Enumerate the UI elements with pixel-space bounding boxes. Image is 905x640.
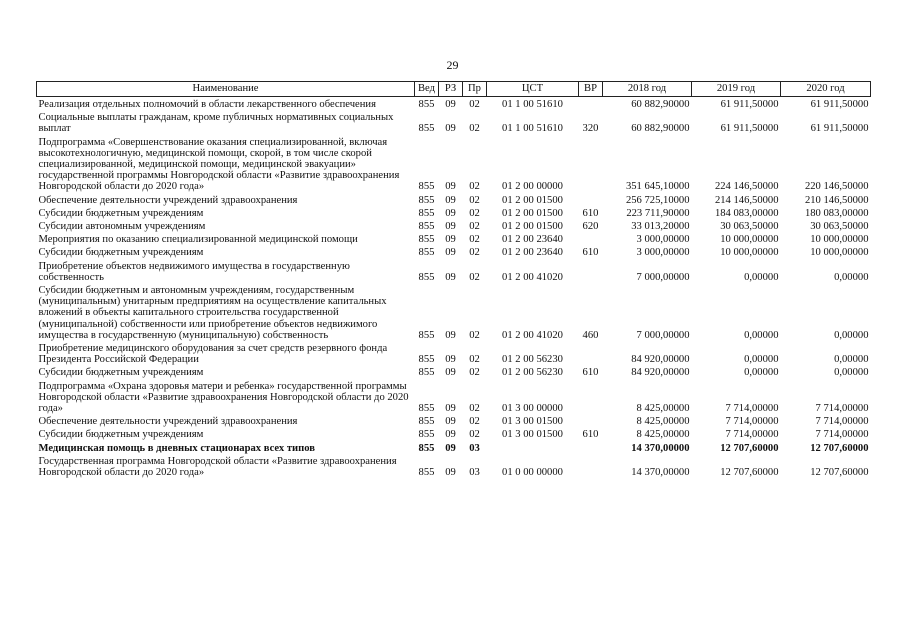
cell-pr: 02 [469, 354, 480, 366]
cell-vr [579, 259, 603, 283]
cell-rz: 09 [445, 329, 456, 341]
cell-rz: 09 [445, 467, 456, 479]
cell-pr: 02 [469, 221, 480, 233]
cell-pr: 02 [469, 271, 480, 283]
cell-cst: 01 3 00 01500 [502, 416, 563, 428]
cell-2019: 7 714,00000 [725, 416, 779, 428]
cell-2019: 214 146,50000 [714, 194, 779, 206]
cell-2018: 8 425,00000 [636, 416, 690, 428]
cell-cst: 01 2 00 56230 [502, 367, 563, 379]
cell-2019: 0,00000 [744, 271, 779, 283]
cell-2018: 3 000,00000 [636, 247, 690, 259]
cell-2020: 0,00000 [834, 271, 869, 283]
cell-pr: 02 [469, 123, 480, 135]
table-row [37, 441, 871, 454]
cell-rz: 09 [445, 354, 456, 366]
cell-2020: 7 714,00000 [815, 416, 869, 428]
cell-2018: 3 000,00000 [636, 234, 690, 246]
cell-vr: 620 [582, 221, 599, 233]
cell-2018: 223 711,90000 [626, 207, 690, 219]
header-2019: 2019 год [692, 82, 781, 97]
cell-2018: 8 425,00000 [636, 403, 690, 415]
cell-2020: 210 146,50000 [804, 194, 869, 206]
cell-2020: 220 146,50000 [804, 181, 869, 193]
header-cst: ЦСТ [487, 82, 579, 97]
cell-2020: 0,00000 [834, 367, 869, 379]
cell-name: Реализация отдельных полномочий в области лекарственного обеспечения [38, 99, 376, 110]
cell-ved: 855 [418, 442, 435, 454]
cell-pr: 03 [469, 467, 480, 479]
cell-pr: 02 [469, 429, 480, 441]
cell-name: Субсидии бюджетным учреждениям [38, 429, 204, 441]
cell-2019: 30 063,50000 [720, 221, 779, 233]
cell-2018: 60 882,90000 [631, 99, 690, 110]
cell-rz: 09 [445, 123, 456, 135]
cell-name: Подпрограмма «Охрана здоровья матери и ребенка» государственной программы Новгородской области «Развитие здравоохранения Новгородской области до 2020 года» [38, 380, 409, 415]
cell-name: Субсидии бюджетным учреждениям [38, 207, 204, 219]
cell-name: Государственная программа Новгородской области «Развитие здравоохранения Новгородской области до 2020 года» [38, 455, 397, 479]
cell-name: Социальные выплаты гражданам, кроме публичных нормативных социальных выплат [38, 112, 394, 135]
cell-pr: 02 [469, 207, 480, 219]
cell-2018: 7 000,00000 [636, 329, 690, 341]
header-2020: 2020 год [781, 82, 871, 97]
cell-rz: 09 [445, 234, 456, 246]
cell-vr: 320 [582, 123, 599, 135]
cell-vr [579, 379, 603, 415]
cell-cst [487, 441, 579, 454]
cell-pr: 02 [469, 99, 480, 110]
cell-2019: 0,00000 [744, 367, 779, 379]
table-row [37, 206, 871, 219]
cell-cst: 01 2 00 01500 [502, 194, 563, 206]
header-ved: Вед [415, 82, 439, 97]
cell-pr: 02 [469, 234, 480, 246]
cell-2020: 61 911,50000 [810, 99, 869, 110]
cell-ved: 855 [418, 329, 435, 341]
table-row [37, 259, 871, 283]
cell-cst: 01 3 00 01500 [502, 429, 563, 441]
cell-2020: 10 000,00000 [810, 247, 869, 259]
cell-2020: 180 083,00000 [804, 207, 869, 219]
table-row [37, 110, 871, 134]
cell-name: Субсидии бюджетным учреждениям [38, 367, 204, 379]
cell-2018: 256 725,10000 [625, 194, 690, 206]
cell-rz: 09 [445, 181, 456, 193]
table-row [37, 454, 871, 478]
table-row [37, 365, 871, 378]
cell-ved: 855 [418, 207, 435, 219]
cell-2018: 14 370,00000 [631, 442, 690, 454]
cell-2019: 7 714,00000 [725, 429, 779, 441]
cell-ved: 855 [418, 416, 435, 428]
table-row [37, 414, 871, 427]
cell-cst: 01 2 00 56230 [502, 354, 563, 366]
cell-vr [579, 97, 603, 111]
cell-vr [579, 193, 603, 206]
cell-2019: 224 146,50000 [714, 181, 779, 193]
cell-cst: 01 0 00 00000 [502, 467, 563, 479]
cell-2019: 7 714,00000 [725, 403, 779, 415]
cell-rz: 09 [445, 429, 456, 441]
cell-pr: 02 [469, 367, 480, 379]
cell-name: Субсидии бюджетным и автономным учреждениям, государственным (муниципальным) унитарным предприятиям на осуществление капитальных вложений в объекты капитального строительства государственной (муниципальной) собственности или приобретение объектов недвижимого имущества в государственную (муниципальную) собственность [38, 285, 387, 341]
cell-2020: 10 000,00000 [810, 234, 869, 246]
cell-pr: 03 [469, 442, 480, 454]
cell-cst: 01 1 00 51610 [502, 123, 563, 135]
cell-2020: 7 714,00000 [815, 429, 869, 441]
cell-ved: 855 [418, 367, 435, 379]
cell-2020: 0,00000 [834, 354, 869, 366]
cell-2020: 0,00000 [834, 329, 869, 341]
cell-rz: 09 [445, 99, 456, 110]
cell-ved: 855 [418, 247, 435, 259]
cell-vr: 610 [582, 207, 599, 219]
page-number: 29 [446, 58, 459, 72]
cell-2019: 61 911,50000 [720, 99, 779, 110]
cell-vr [579, 232, 603, 245]
cell-ved: 855 [418, 99, 435, 110]
cell-ved: 855 [418, 403, 435, 415]
cell-name: Подпрограмма «Совершенствование оказания специализированной, включая высокотехнологичную, медицинской помощи, скорой, в том числе скорой специализированной, медицинской помощи, медицинской эвакуации» государственной программы Новгородской области «Развитие здравоохранения Новгородской области до 2020 года» [38, 136, 400, 193]
cell-pr: 02 [469, 403, 480, 415]
cell-vr [579, 341, 603, 365]
cell-name: Медицинская помощь в дневных стационарах всех типов [38, 442, 316, 454]
table-row [37, 427, 871, 440]
cell-2019: 61 911,50000 [720, 123, 779, 135]
cell-2019: 0,00000 [744, 354, 779, 366]
cell-ved: 855 [418, 221, 435, 233]
table-row [37, 135, 871, 193]
budget-table [36, 81, 871, 478]
table-header-row [37, 82, 871, 97]
cell-2020: 12 707,60000 [810, 467, 869, 479]
cell-vr: 610 [582, 247, 599, 259]
cell-2019: 10 000,00000 [720, 247, 779, 259]
cell-name: Приобретение объектов недвижимого имущества в государственную собственность [38, 260, 350, 283]
cell-ved: 855 [418, 271, 435, 283]
cell-cst: 01 2 00 00000 [502, 181, 563, 193]
cell-2020: 61 911,50000 [810, 123, 869, 135]
cell-rz: 09 [445, 221, 456, 233]
table-row [37, 379, 871, 415]
table-row [37, 219, 871, 232]
cell-name: Обеспечение деятельности учреждений здравоохранения [38, 194, 298, 206]
cell-name: Приобретение медицинского оборудования за счет средств резервного фонда Президента Российской Федерации [38, 343, 388, 366]
cell-cst: 01 2 00 23640 [502, 234, 563, 246]
cell-rz: 09 [445, 271, 456, 283]
cell-ved: 855 [418, 123, 435, 135]
header-name: Наименование [37, 82, 415, 97]
table-row [37, 97, 871, 111]
header-vr: ВР [579, 82, 603, 97]
cell-name: Обеспечение деятельности учреждений здравоохранения [38, 416, 298, 428]
header-2018: 2018 год [603, 82, 692, 97]
cell-pr: 02 [469, 194, 480, 206]
cell-cst: 01 2 00 01500 [502, 221, 563, 233]
table-row [37, 341, 871, 365]
cell-2019: 0,00000 [744, 329, 779, 341]
cell-rz: 09 [445, 416, 456, 428]
cell-2020: 30 063,50000 [810, 221, 869, 233]
cell-rz: 09 [445, 403, 456, 415]
cell-rz: 09 [445, 442, 456, 454]
cell-name: Субсидии бюджетным учреждениям [38, 247, 204, 259]
cell-rz: 09 [445, 194, 456, 206]
header-pr: Пр [463, 82, 487, 97]
table-row [37, 232, 871, 245]
table-row [37, 283, 871, 341]
cell-vr: 460 [582, 329, 599, 341]
cell-name: Мероприятия по оказанию специализированной медицинской помощи [38, 234, 358, 246]
cell-2018: 60 882,90000 [631, 123, 690, 135]
cell-rz: 09 [445, 247, 456, 259]
cell-2019: 12 707,60000 [720, 467, 779, 479]
cell-2018: 14 370,00000 [631, 467, 690, 479]
cell-vr [579, 414, 603, 427]
cell-cst: 01 2 00 01500 [502, 207, 563, 219]
table-row [37, 193, 871, 206]
cell-vr: 610 [582, 367, 599, 379]
cell-cst: 01 3 00 00000 [502, 403, 563, 415]
table-row [37, 245, 871, 258]
cell-vr [579, 454, 603, 478]
cell-2018: 7 000,00000 [636, 271, 690, 283]
cell-2018: 33 013,20000 [631, 221, 690, 233]
cell-pr: 02 [469, 416, 480, 428]
cell-cst: 01 1 00 51610 [502, 99, 563, 110]
cell-2019: 10 000,00000 [720, 234, 779, 246]
cell-ved: 855 [418, 467, 435, 479]
cell-ved: 855 [418, 194, 435, 206]
cell-cst: 01 2 00 41020 [502, 271, 563, 283]
cell-2018: 84 920,00000 [631, 354, 690, 366]
cell-pr: 02 [469, 181, 480, 193]
cell-2018: 84 920,00000 [631, 367, 690, 379]
cell-vr: 610 [582, 429, 599, 441]
cell-2020: 7 714,00000 [815, 403, 869, 415]
cell-ved: 855 [418, 181, 435, 193]
cell-2020: 12 707,60000 [810, 442, 869, 454]
cell-2019: 184 083,00000 [714, 207, 779, 219]
cell-name: Субсидии автономным учреждениям [38, 221, 206, 233]
cell-cst: 01 2 00 41020 [502, 329, 563, 341]
header-rz: РЗ [439, 82, 463, 97]
cell-2018: 8 425,00000 [636, 429, 690, 441]
cell-vr [579, 441, 603, 454]
cell-ved: 855 [418, 354, 435, 366]
cell-vr [579, 135, 603, 193]
cell-pr: 02 [469, 247, 480, 259]
cell-ved: 855 [418, 234, 435, 246]
cell-rz: 09 [445, 207, 456, 219]
cell-2019: 12 707,60000 [720, 442, 779, 454]
cell-rz: 09 [445, 367, 456, 379]
cell-cst: 01 2 00 23640 [502, 247, 563, 259]
cell-ved: 855 [418, 429, 435, 441]
cell-pr: 02 [469, 329, 480, 341]
cell-2018: 351 645,10000 [625, 181, 690, 193]
